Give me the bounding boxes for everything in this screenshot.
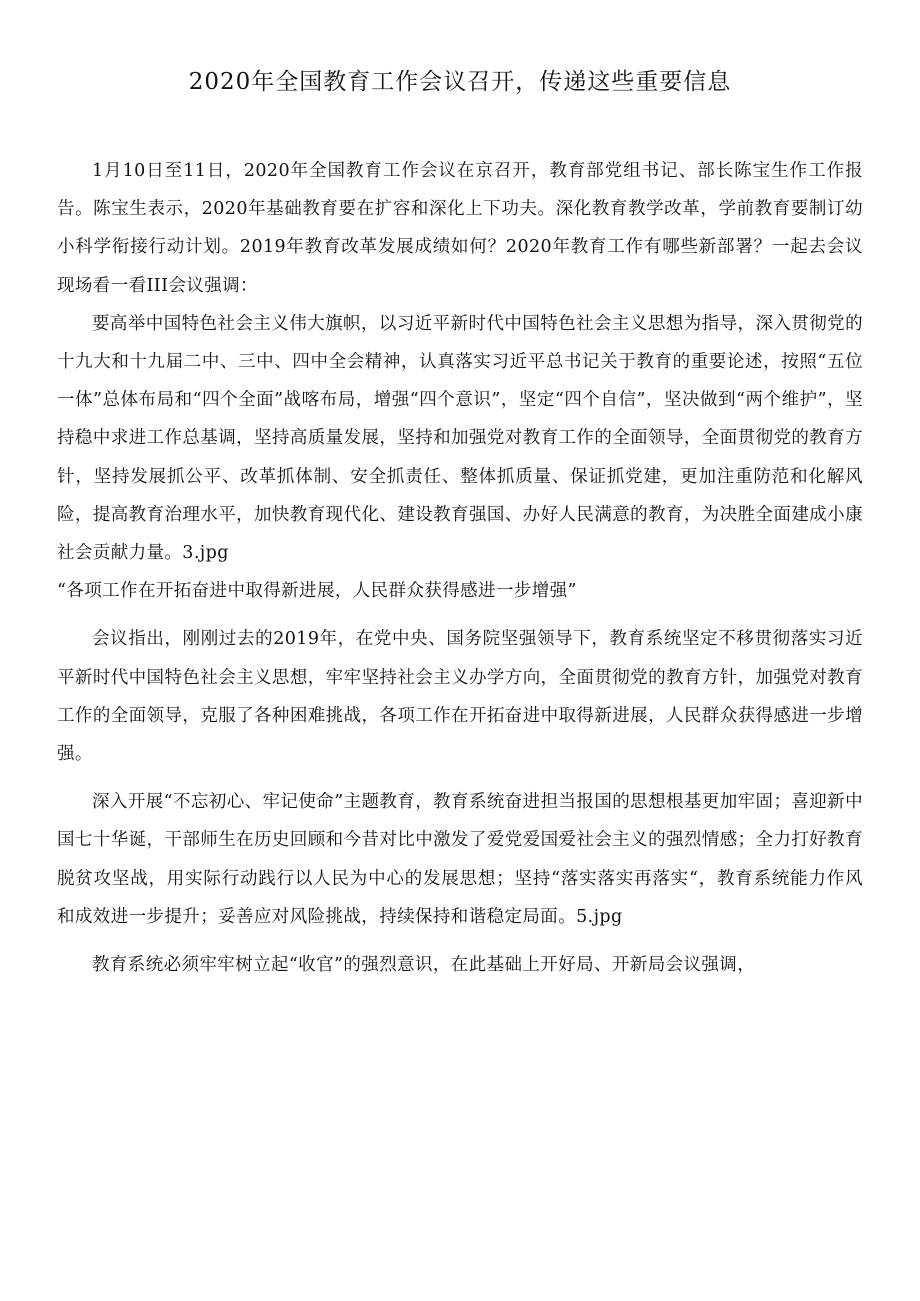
document-body (57, 152, 863, 984)
paragraph-meeting-notes: 会议指出，刚刚过去的2019年，在党中央、国务院坚强领导下，教育系统坚定不移贯彻落实习近平新时代中国特色社会主义思想，牢牢坚持社会主义办学方向，全面贯彻党的教育方针，加强党对教育工作的全面领导，克服了各种困难挑战，各项工作在开拓奋进中取得新进展，人民群众获得感进一步增强。 (57, 629, 863, 765)
paragraph-intro: 1月10日至11日，2020年全国教育工作会议在京召开，教育部党组书记、部长陈宝生作工作报告。陈宝生表示，2020年基础教育要在扩容和深化上下功夫。深化教育教学改革，学前教育要制订幼小科学衔接行动计划。2019年教育改革发展成绩如何？2020年教育工作有哪些新部署？一起去会议现场看一看III会议强调： (57, 161, 863, 296)
document-title: 2020年全国教育工作会议召开，传递这些重要信息 (188, 69, 732, 95)
paragraph-achievements: 深入开展“不忘初心、牢记使命”主题教育，教育系统奋进担当报国的思想根基更加牢固；喜迎新中国七十华诞，干部师生在历史回顾和今昔对比中激发了爱党爱国爱社会主义的强烈情感；全力打好教育脱贫攻坚战，用实际行动践行以人民为中心的发展思想；坚持“落实落实再落实“，教育系统能力作风和成效进一步提升；妥善应对风险挑战，持续保持和谐稳定局面。5.jpg (57, 792, 863, 927)
section-heading-quote: “各项工作在开拓奋进中取得新进展，人民群众获得感进一步增强” (57, 581, 577, 602)
paragraph-closing: 教育系统必须牢牢树立起“收官”的强烈意识，在此基础上开好局、开新局会议强调， (92, 955, 756, 976)
paragraph-meeting-emphasis: 要高举中国特色社会主义伟大旗帜，以习近平新时代中国特色社会主义思想为指导，深入贯彻党的十九大和十九届二中、三中、四中全会精神，认真落实习近平总书记关于教育的重要论述，按照“五位一体”总体布局和“四个全面”战喀布局，增强“四个意识”，坚定“四个自信”，坚决做到“两个维护”，坚持稳中求进工作总基调，坚持高质量发展，坚持和加强党对教育工作的全面领导，全面贯彻党的教育方针，坚持发展抓公平、改革抓体制、安全抓责任、整体抓质量、保证抓党建，更加注重防范和化解风险，提高教育治理水平，加快教育现代化、建设教育强国、办好人民满意的教育，为决胜全面建成小康社会贡献力量。3.jpg (57, 313, 863, 564)
